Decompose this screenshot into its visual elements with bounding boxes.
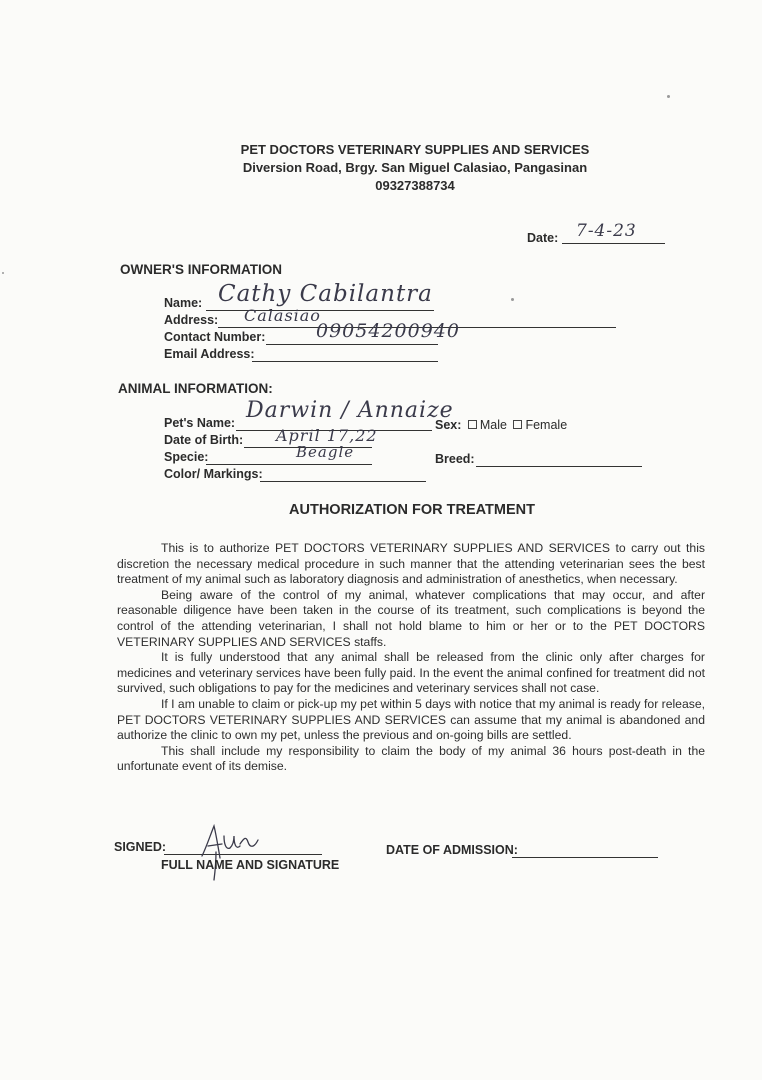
owner-address-value: Calasiao — [244, 306, 321, 325]
pet-name-label: Pet's Name: — [164, 416, 236, 430]
date-label: Date: — [527, 231, 559, 245]
pet-name-value: Darwin / Annaize — [246, 398, 454, 423]
dob-label: Date of Birth: — [164, 433, 244, 447]
animal-section-title: ANIMAL INFORMATION: — [118, 381, 273, 396]
clinic-address: Diversion Road, Brgy. San Miguel Calasiao, Pangasinan — [242, 160, 588, 175]
female-option-label: Female — [525, 418, 568, 432]
specie-line — [206, 464, 372, 465]
specie-value: Beagle — [296, 443, 355, 461]
admission-date-line — [512, 857, 658, 858]
sex-label: Sex: — [435, 418, 462, 432]
male-option-label: Male — [479, 418, 507, 432]
owner-section-title: OWNER'S INFORMATION — [120, 262, 282, 277]
signed-label: SIGNED: — [114, 840, 167, 854]
scan-speck — [2, 272, 4, 274]
date-value: 7-4-23 — [576, 221, 637, 241]
color-label: Color/ Markings: — [164, 467, 263, 481]
owner-name-label: Name: — [164, 296, 203, 310]
owner-email-label: Email Address: — [164, 347, 255, 361]
scan-speck — [511, 298, 514, 301]
authorization-title: AUTHORIZATION FOR TREATMENT — [289, 502, 535, 518]
owner-email-line — [252, 361, 438, 362]
owner-contact-value: 09054200940 — [316, 320, 460, 342]
breed-line — [476, 466, 642, 467]
handwritten-signature — [196, 818, 266, 882]
authorization-body — [117, 541, 705, 775]
owner-contact-label: Contact Number: — [164, 330, 266, 344]
authorization-paragraph: If I am unable to claim or pick-up my pet within 5 days with notice that my animal is ready for release, PET DOCTORS VETERINARY SUPPLIES AND SERVICES can assume that my animal is abandoned and authorize the clinic to own my pet, unless the previous and on-going bills are settled. — [117, 696, 705, 743]
owner-name-value: Cathy Cabilantra — [218, 281, 433, 307]
admission-date-label: DATE OF ADMISSION: — [386, 843, 518, 857]
scan-speck — [667, 95, 670, 98]
color-line — [260, 481, 426, 482]
authorization-paragraph: This is to authorize PET DOCTORS VETERINARY SUPPLIES AND SERVICES to carry out this discretion the necessary medical procedure in such manner that the attending veterinarian sees the best treatment of my animal such as laboratory diagnosis and administration of anesthetics, when necessary. — [117, 541, 705, 587]
clinic-name: PET DOCTORS VETERINARY SUPPLIES AND SERVICES — [240, 142, 590, 157]
date-line — [562, 243, 665, 244]
authorization-paragraph: It is fully understood that any animal shall be released from the clinic only after charges for medicines and veterinary services have been fully paid. In the event the animal confined for treatment did not survived, such obligations to pay for the medicines and veterinary services shall not case. — [117, 650, 705, 696]
clinic-phone: 09327388734 — [375, 178, 455, 193]
authorization-paragraph: Being aware of the control of my animal, whatever complications that may occur, and after reasonable diligence have been taken in the course of its treatment, such complications is beyond the control of the attending veterinarian, I shall not hold blame to him or her or to the PET DOCTORS VETERINARY SUPPLIES AND SERVICES staffs. — [117, 587, 705, 649]
owner-address-label: Address: — [164, 313, 219, 327]
sex-field — [435, 418, 567, 432]
dob-value: April 17,22 — [276, 426, 378, 445]
male-checkbox[interactable] — [468, 420, 477, 429]
owner-contact-line — [266, 344, 438, 345]
specie-label: Specie: — [164, 450, 209, 464]
breed-label: Breed: — [435, 452, 475, 466]
female-checkbox[interactable] — [513, 420, 522, 429]
signature-caption: FULL NAME AND SIGNATURE — [161, 858, 340, 872]
authorization-paragraph: This shall include my responsibility to claim the body of my animal 36 hours post-death in the unfortunate event of its demise. — [117, 743, 705, 774]
